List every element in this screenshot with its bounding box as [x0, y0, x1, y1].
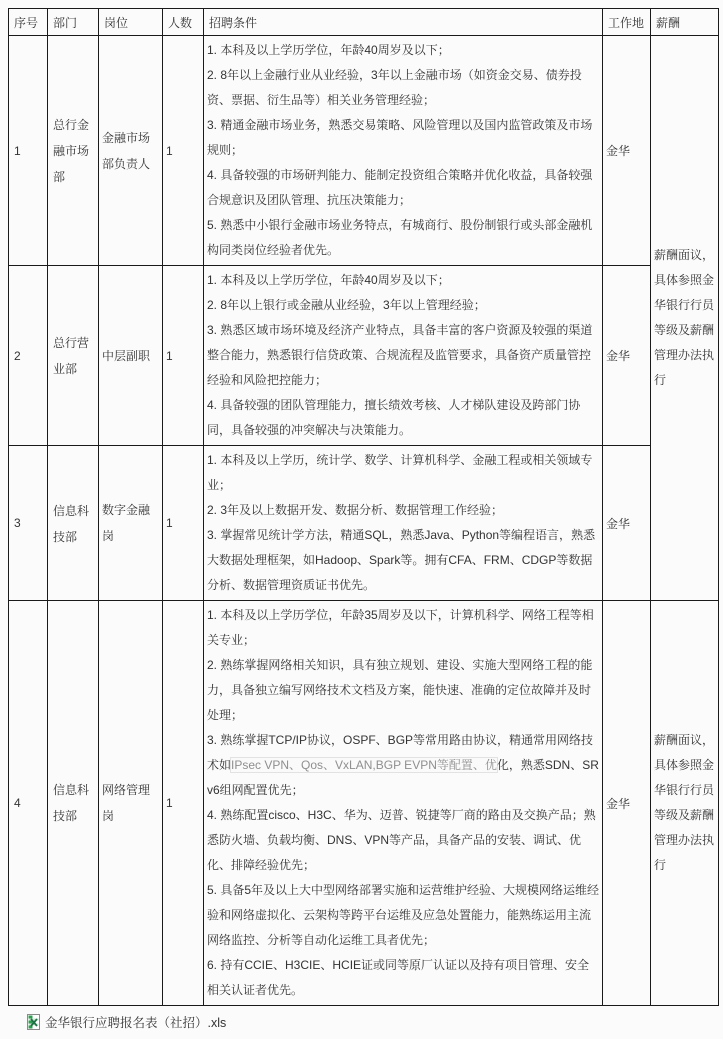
cell-conditions — [204, 266, 603, 446]
cell-salary: 薪酬面议，具体参照金华银行行员等级及薪酬管理办法执行 — [651, 601, 719, 1006]
condition-item: 3. 掌握常见统计学方法，精通SQL，熟悉Java、Python等编程语言，熟悉大数据处理框架，如Hadoop、Spark等。拥有CFA、FRM、CDGP等数据分析、数据管理资质证书优先。 — [207, 528, 596, 592]
condition-item: 4. 具备较强的团队管理能力，擅长绩效考核、人才梯队建设及跨部门协同，具备较强的冲突解决与决策能力。 — [207, 398, 581, 437]
cell-headcount: 1 — [163, 266, 204, 446]
cell-conditions — [204, 446, 603, 601]
condition-item: 2. 8年以上银行或金融从业经验，3年以上管理经验； — [207, 298, 486, 312]
condition-text-post: 化，熟悉SDN、SRv6组网配置优先； — [207, 758, 599, 797]
attachment-filename: 金华银行应聘报名表（社招）.xls — [45, 1016, 227, 1030]
cell-serial: 3 — [9, 446, 48, 601]
header-department: 部门 — [48, 9, 99, 36]
condition-item: 1. 本科及以上学历学位，年龄35周岁及以下，计算机科学、网络工程等相关专业； — [207, 608, 594, 647]
cell-salary-merged: 薪酬面议，具体参照金华银行行员等级及薪酬管理办法执行 — [651, 36, 719, 601]
cell-headcount: 1 — [163, 446, 204, 601]
cell-location: 金华 — [603, 266, 651, 446]
cell-position: 中层副职 — [99, 266, 163, 446]
condition-item: 1. 本科及以上学历学位，年龄40周岁及以下； — [207, 273, 450, 287]
condition-item: 2. 3年及以上数据开发、数据分析、数据管理工作经验； — [207, 503, 504, 517]
header-serial: 序号 — [9, 9, 48, 36]
table-row — [9, 601, 719, 1006]
cell-department: 总行金融市场部 — [48, 36, 99, 266]
header-position: 岗位 — [99, 9, 163, 36]
attachment-link[interactable] — [26, 1013, 226, 1031]
header-salary: 薪酬 — [651, 9, 719, 36]
condition-item: 4. 熟练配置cisco、H3C、华为、迈普、锐捷等厂商的路由及交换产品；熟悉防火墙、负载均衡、DNS、VPN等产品，具备产品的安装、调试、优化、排障经验优先； — [207, 808, 596, 872]
table-header-row — [9, 9, 719, 36]
cell-department: 信息科技部 — [48, 446, 99, 601]
header-headcount: 人数 — [163, 9, 204, 36]
cell-department: 总行营业部 — [48, 266, 99, 446]
condition-item — [207, 728, 600, 803]
excel-file-icon — [26, 1014, 42, 1030]
table-row — [9, 266, 719, 446]
recruitment-table — [8, 8, 719, 1006]
cell-position: 金融市场部负责人 — [99, 36, 163, 266]
condition-item: 6. 持有CCIE、H3CIE、HCIE证或同等原厂认证以及持有项目管理、安全相关认证者优先。 — [207, 958, 590, 997]
table-row — [9, 36, 719, 266]
cell-location: 金华 — [603, 446, 651, 601]
cell-location: 金华 — [603, 36, 651, 266]
table-row — [9, 446, 719, 601]
cell-serial: 2 — [9, 266, 48, 446]
header-conditions: 招聘条件 — [204, 9, 603, 36]
condition-item: 4. 具备较强的市场研判能力、能制定投资组合策略并优化收益，具备较强合规意识及团队管理、抗压决策能力； — [207, 168, 593, 207]
condition-text-pre: 3. 熟练掌握TCP/IP协议，OSPF、BGP等常用路由协议，精通常用网络技术如 — [207, 733, 594, 772]
cell-conditions — [204, 601, 603, 1006]
cell-position: 网络管理岗 — [99, 601, 163, 1006]
cell-serial: 1 — [9, 36, 48, 266]
condition-item: 5. 熟悉中小银行金融市场业务特点，有城商行、股份制银行或头部金融机构同类岗位经验者优先。 — [207, 218, 593, 257]
condition-item: 5. 具备5年及以上大中型网络部署实施和运营维护经验、大规模网络运维经验和网络虚拟化、云架构等跨平台运维及应急处置能力，能熟练运用主流网络监控、分析等自动化运维工具者优先； — [207, 883, 600, 947]
cell-location: 金华 — [603, 601, 651, 1006]
cell-serial: 4 — [9, 601, 48, 1006]
cell-headcount: 1 — [163, 36, 204, 266]
condition-item: 2. 熟练掌握网络相关知识，具有独立规划、建设、实施大型网络工程的能力，具备独立编写网络技术文档及方案，能快速、准确的定位故障并及时处理； — [207, 658, 593, 722]
condition-item: 3. 熟悉区域市场环境及经济产业特点，具备丰富的客户资源及较强的渠道整合能力，熟悉银行信贷政策、合规流程及监管要求，具备资产质量管控经验和风险把控能力； — [207, 323, 593, 387]
condition-item: 2. 8年以上金融行业从业经验，3年以上金融市场（如资金交易、债券投资、票据、衍生品等）相关业务管理经验； — [207, 68, 582, 107]
cell-conditions — [204, 36, 603, 266]
cell-department: 信息科技部 — [48, 601, 99, 1006]
condition-item: 1. 本科及以上学历，统计学、数学、计算机科学、金融工程或相关领域专业； — [207, 453, 593, 492]
condition-text-muted: IPsec VPN、Qos、VxLAN,BGP EVPN等配置、优 — [231, 758, 497, 772]
header-location: 工作地 — [603, 9, 651, 36]
condition-item: 3. 精通金融市场业务，熟悉交易策略、风险管理以及国内监管政策及市场规则； — [207, 118, 593, 157]
cell-position: 数字金融岗 — [99, 446, 163, 601]
condition-item: 1. 本科及以上学历学位，年龄40周岁及以下； — [207, 43, 450, 57]
cell-headcount: 1 — [163, 601, 204, 1006]
